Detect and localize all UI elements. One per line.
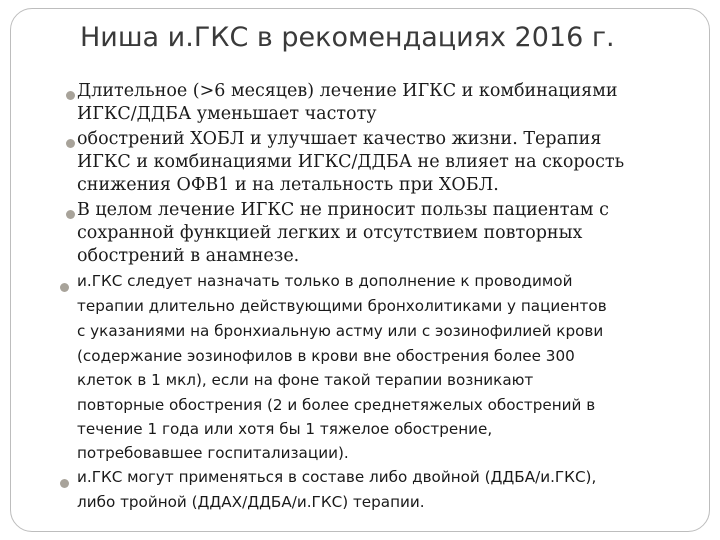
text-line: течение 1 года или хотя бы 1 тяжелое обострение, xyxy=(77,420,493,438)
bullet-icon xyxy=(66,139,75,148)
text-line: и.ГКС следует назначать только в дополнение к проводимой xyxy=(77,272,573,290)
bullet-icon xyxy=(60,479,69,488)
bullet-icon xyxy=(60,283,69,292)
text-line: либо тройной (ДДАХ/ДДБА/и.ГКС) терапии. xyxy=(77,493,425,511)
text-line: сохранной функцией легких и отсутствием повторных xyxy=(77,223,583,243)
text-line: и.ГКС могут применяться в составе либо двойной (ДДБА/и.ГКС), xyxy=(77,468,597,486)
text-line: ИГКС и комбинациями ИГКС/ДДБА не влияет на скорость xyxy=(77,152,625,172)
text-line: обострений ХОБЛ и улучшает качество жизни. Терапия xyxy=(77,129,602,149)
text-line: потребовавшее госпитализации). xyxy=(77,444,349,462)
bullet-icon xyxy=(66,91,75,100)
text-line: ИГКС/ДДБА уменьшает частоту xyxy=(77,104,377,124)
text-line: клеток в 1 мкл), если на фоне такой терапии возникают xyxy=(77,371,534,389)
text-line: терапии длительно действующими бронхолитиками у пациентов xyxy=(77,297,607,315)
text-line: снижения ОФВ1 и на летальность при ХОБЛ. xyxy=(77,175,499,195)
text-line: обострений в анамнезе. xyxy=(77,246,300,266)
bullet-icon xyxy=(66,210,75,219)
text-line: В целом лечение ИГКС не приносит пользы пациентам с xyxy=(77,200,609,220)
text-line: повторные обострения (2 и более среднетяжелых обострений в xyxy=(77,396,596,414)
text-line: Длительное (>6 месяцев) лечение ИГКС и комбинациями xyxy=(77,81,618,101)
slide-title: Ниша и.ГКС в рекомендациях 2016 г. xyxy=(80,22,615,53)
text-line: с указаниями на бронхиальную астму или с эозинофилией крови xyxy=(77,322,604,340)
text-line: (содержание эозинофилов в крови вне обострения более 300 xyxy=(77,347,575,365)
